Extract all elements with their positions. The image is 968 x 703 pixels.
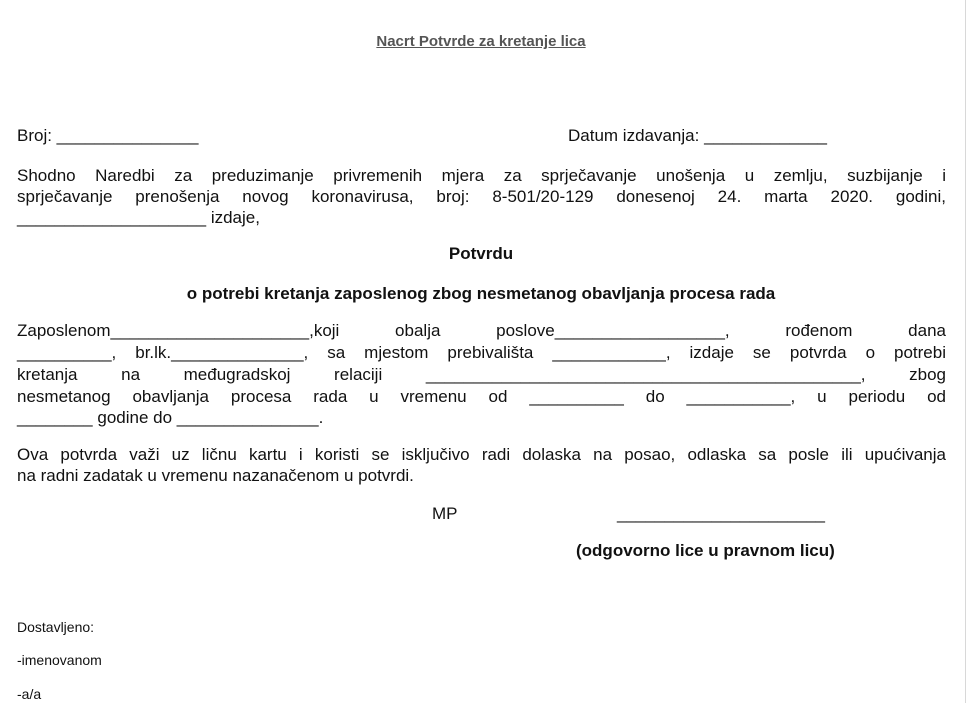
datum-izdavanja-field: Datum izdavanja: _____________ [568, 126, 827, 145]
delivered-label: Dostavljeno: [17, 619, 95, 635]
signature-caption: (odgovorno lice u pravnom licu) [576, 541, 835, 560]
broj-field: Broj: _______________ [17, 126, 199, 145]
intro-line-1: Shodno Naredbi za preduzimanje privremenih mjera za sprječavanje unošenja u zemlju, suzbijanje i [17, 166, 946, 185]
intro-line-2: sprječavanje prenošenja novog koronavirusa, broj: 8-501/20-129 donesenoj 24. marta 2020. godini, [17, 187, 946, 206]
body-line-3: kretanja na međugradskoj relaciji ______________________________________________, zbog [17, 365, 946, 384]
body-line-1: Zaposlenom_____________________,koji obalja poslove__________________, rođenom dana [17, 321, 946, 340]
intro-line-3: ____________________ izdaje, [17, 208, 260, 227]
body-line-5: ________ godine do _______________. [17, 408, 324, 427]
page-edge-divider [965, 0, 966, 703]
body-line-2: __________, br.lk.______________, sa mjestom prebivališta ____________, izdaje se potvrda o potrebi [17, 343, 946, 362]
archive-note: -a/a [17, 686, 42, 702]
validity-line-2: na radni zadatak u vremenu nazanačenom u potvrdi. [17, 466, 414, 485]
mp-stamp-label: MP [432, 504, 458, 523]
signature-line: ______________________ [617, 504, 826, 523]
delivered-to: -imenovanom [17, 652, 102, 668]
validity-line-1: Ova potvrda važi uz ličnu kartu i koristi se isključivo radi dolaska na posao, odlaska sa posle ili upućivanja [17, 445, 946, 464]
body-line-4: nesmetanog obavljanja procesa rada u vremenu od __________ do ___________, u periodu od [17, 387, 946, 406]
document-subheading: o potrebi kretanja zaposlenog zbog nesmetanog obavljanja procesa rada [186, 284, 776, 303]
document-heading: Potvrdu [448, 244, 514, 263]
document-title: Nacrt Potvrde za kretanje lica [376, 33, 586, 50]
